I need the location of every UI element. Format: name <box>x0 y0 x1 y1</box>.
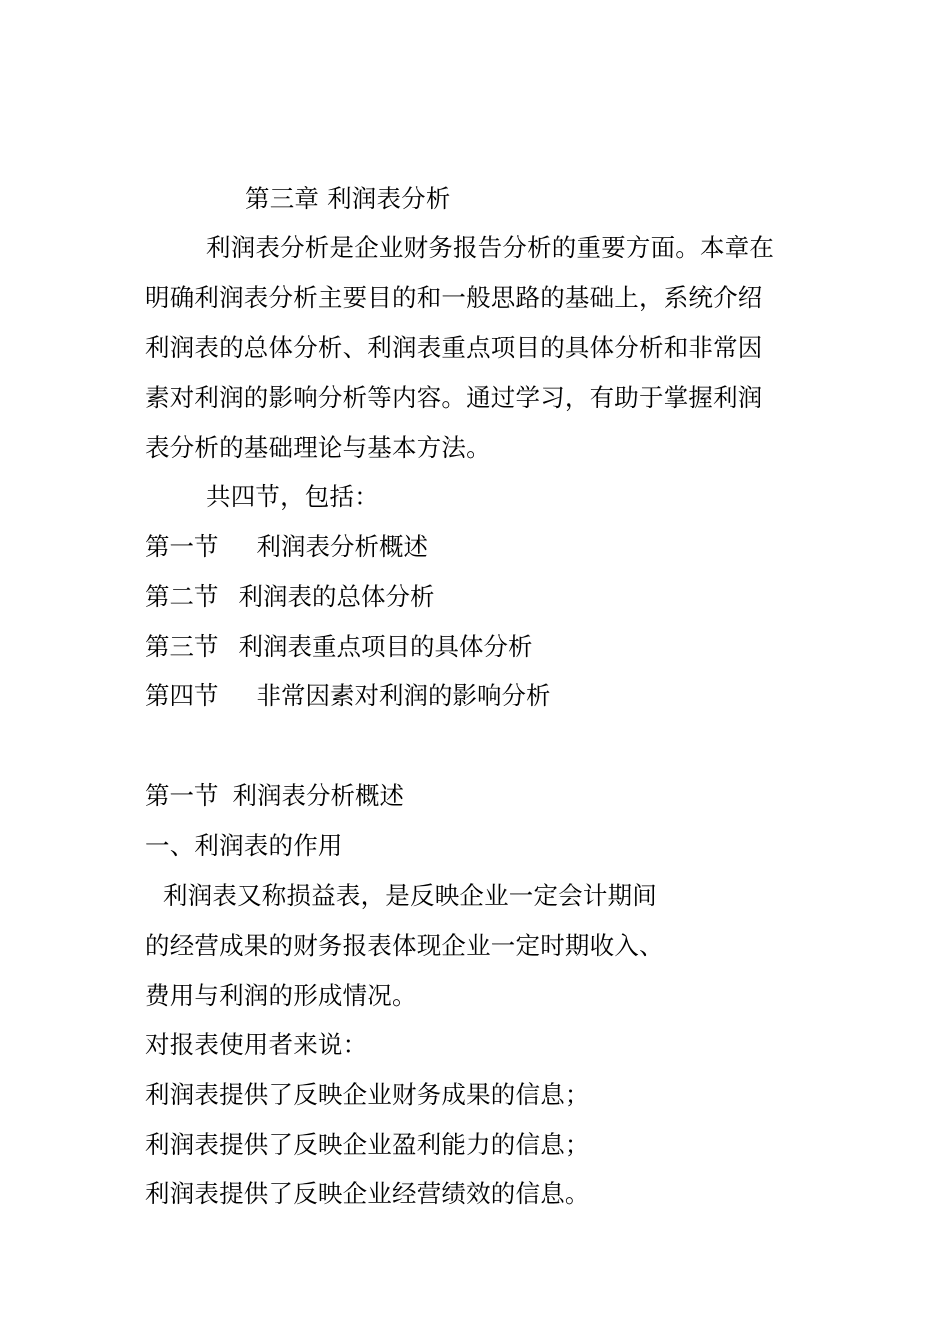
intro-line-4: 素对利润的影响分析等内容。通过学习，有助于掌握利润 <box>145 383 763 412</box>
toc-item-name: 利润表重点项目的具体分析 <box>238 632 533 661</box>
toc-item-name: 利润表分析概述 <box>256 532 428 561</box>
toc-item-name: 利润表的总体分析 <box>238 582 435 611</box>
toc-item-number: 第二节 <box>145 582 219 611</box>
toc-item <box>145 632 533 662</box>
body-line-7: 利润表提供了反映企业经营绩效的信息。 <box>145 1179 590 1208</box>
body-line-1: 利润表又称损益表，是反映企业一定会计期间 <box>163 881 657 910</box>
section-number: 第一节 <box>145 781 219 810</box>
intro-line-3: 利润表的总体分析、利润表重点项目的具体分析和非常因 <box>145 333 763 362</box>
body-line-4: 对报表使用者来说： <box>145 1030 368 1059</box>
section-heading <box>145 781 404 811</box>
toc-item-number: 第三节 <box>145 632 219 661</box>
section-name: 利润表分析概述 <box>232 781 404 810</box>
body-line-2: 的经营成果的财务报表体现企业一定时期收入、 <box>145 931 664 960</box>
subsection-heading: 一、利润表的作用 <box>145 831 343 860</box>
toc-item <box>145 582 435 612</box>
sections-intro: 共四节，包括： <box>206 482 379 511</box>
intro-line-1: 利润表分析是企业财务报告分析的重要方面。本章在 <box>206 233 775 262</box>
intro-line-2: 明确利润表分析主要目的和一般思路的基础上，系统介绍 <box>145 283 763 312</box>
toc-item-name: 非常因素对利润的影响分析 <box>256 681 551 710</box>
body-line-6: 利润表提供了反映企业盈利能力的信息； <box>145 1130 590 1159</box>
body-line-5: 利润表提供了反映企业财务成果的信息； <box>145 1080 590 1109</box>
toc-item <box>145 532 428 562</box>
intro-line-5: 表分析的基础理论与基本方法。 <box>145 433 491 462</box>
toc-item-number: 第一节 <box>145 532 219 561</box>
toc-item <box>145 681 551 711</box>
chapter-title: 第三章 利润表分析 <box>245 184 451 213</box>
toc-item-number: 第四节 <box>145 681 219 710</box>
body-line-3: 费用与利润的形成情况。 <box>145 981 417 1010</box>
